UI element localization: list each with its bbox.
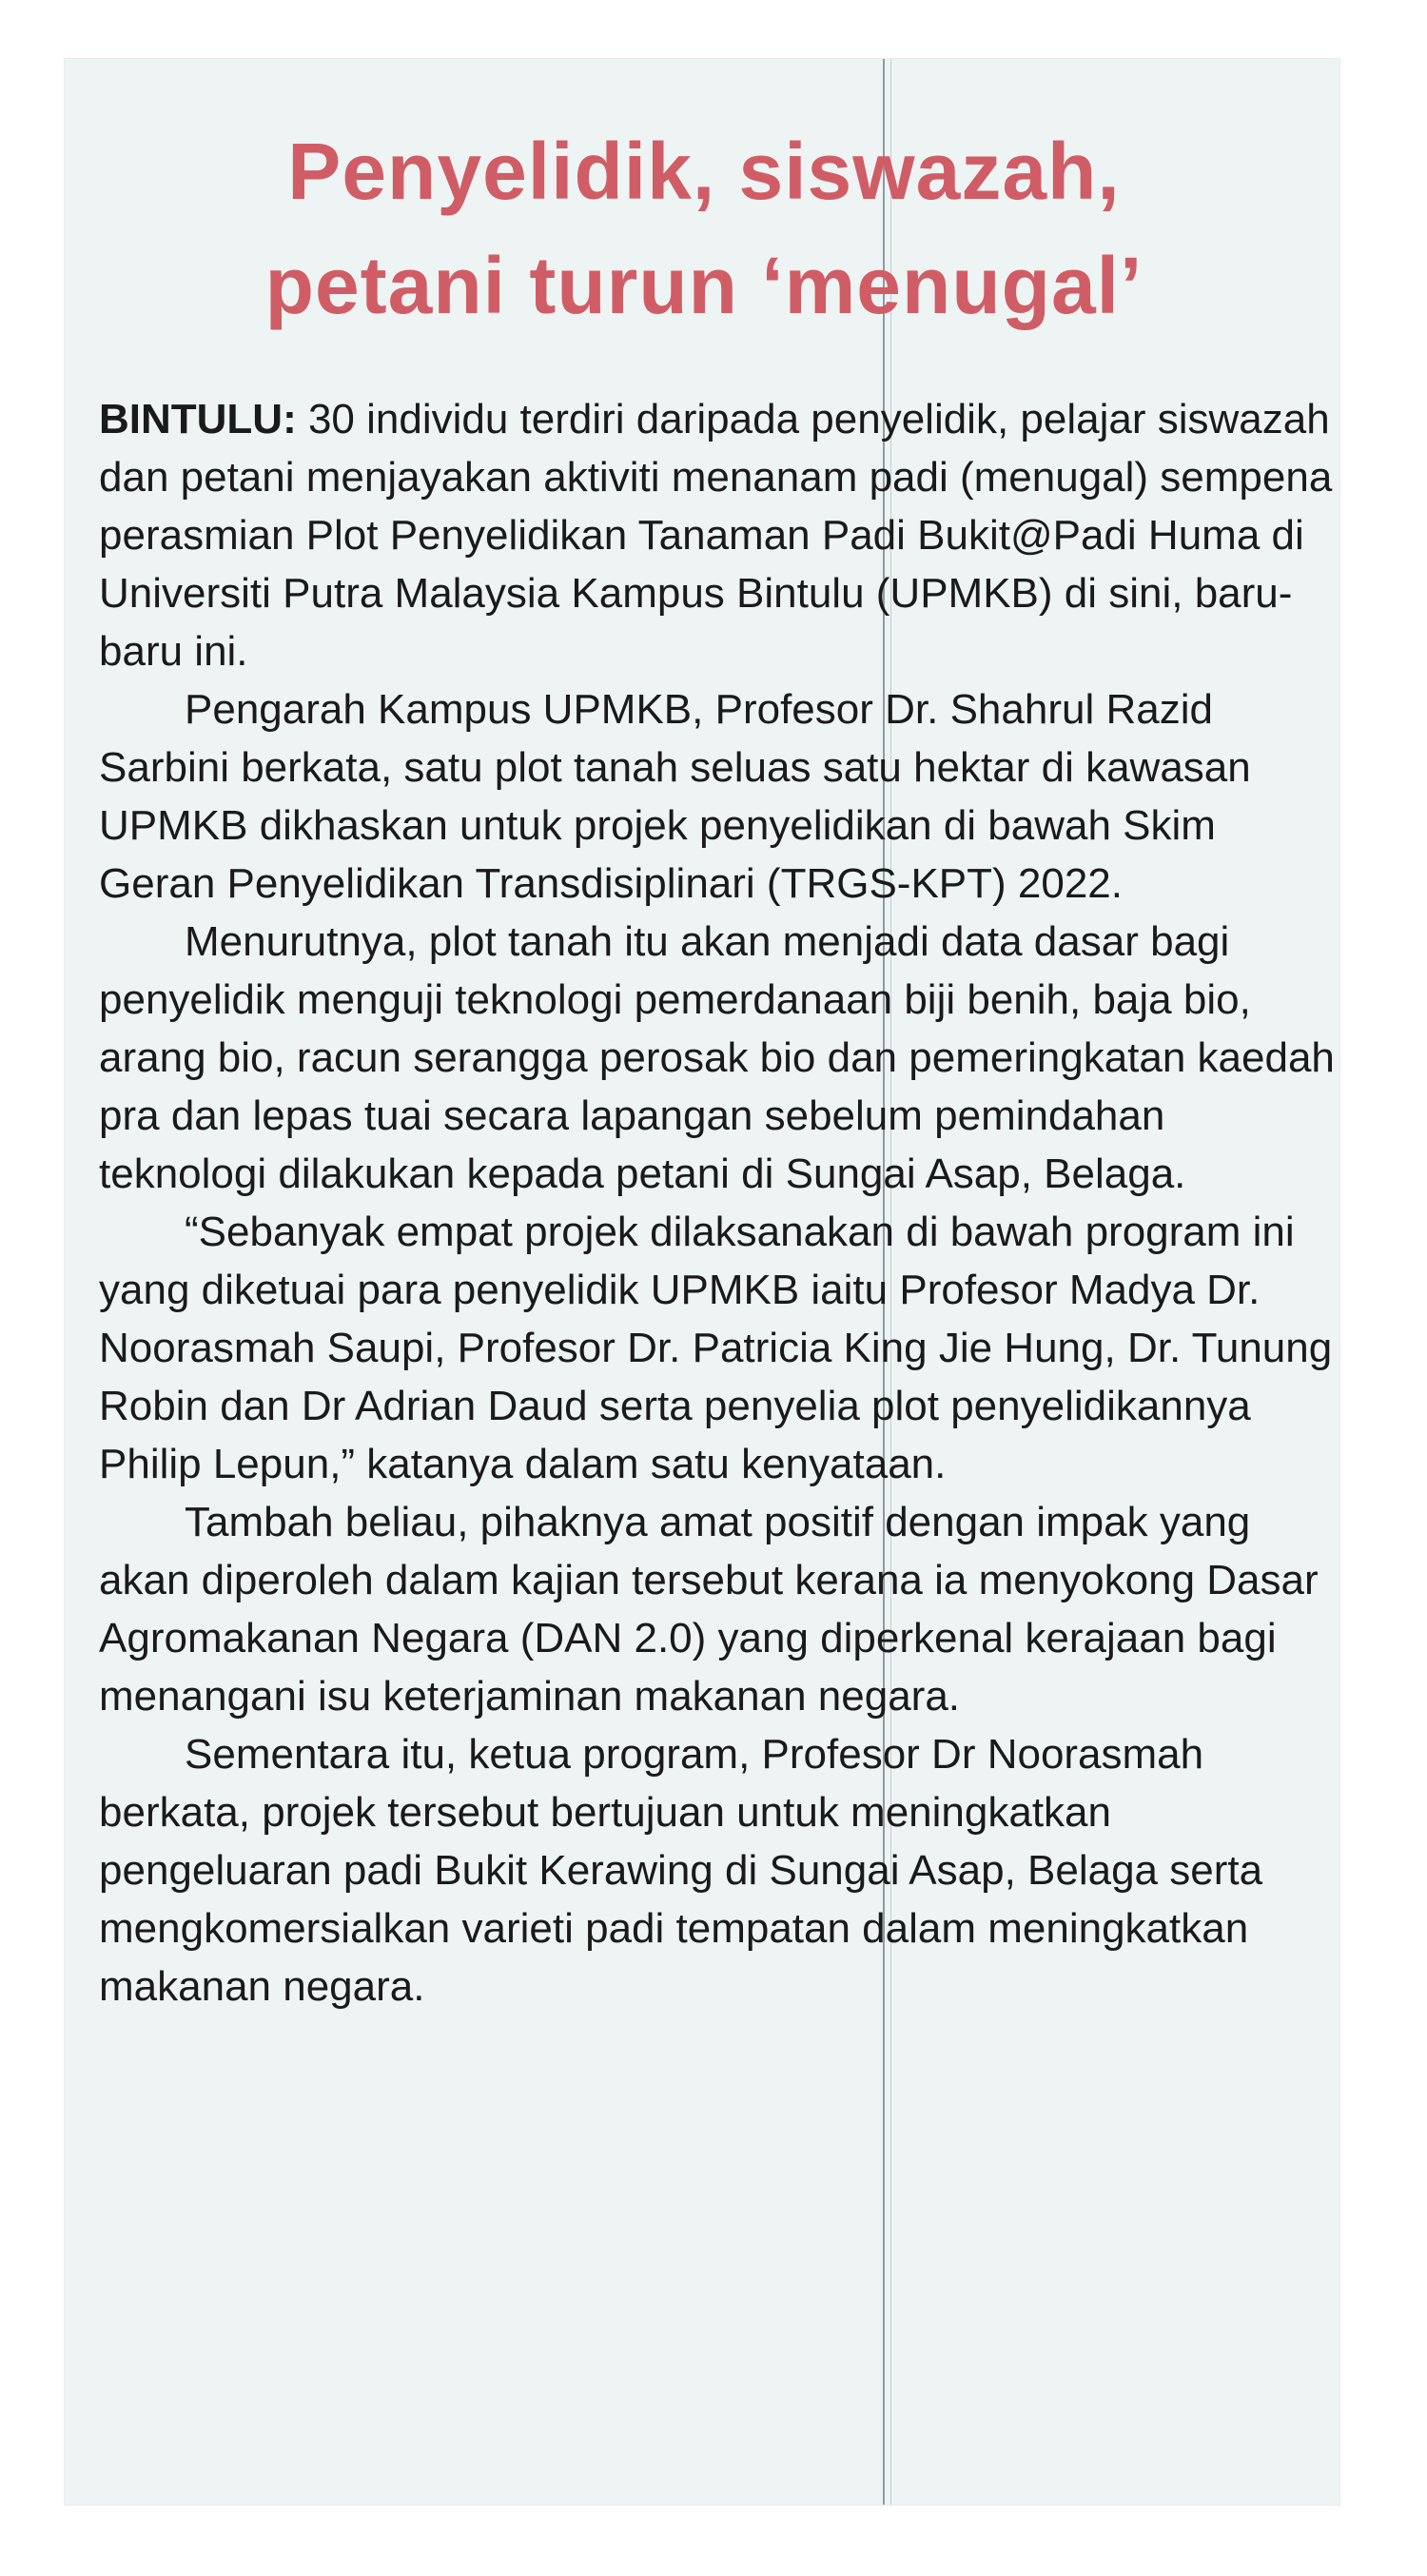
- headline-line-1: Penyelidik, siswazah,: [287, 127, 1121, 216]
- headline: [86, 114, 1322, 343]
- article-paragraph-3: Menurutnya, plot tanah itu akan menjadi data dasar bagi penyelidik menguji teknologi pemerdanaan biji benih, baja bio, arang bio, racun serangga perosak bio dan pemeringkatan kaedah pra dan lepas tuai secara lapangan sebelum pemindahan teknologi dilakukan kepada petani di Sungai Asap, Belaga.: [99, 918, 1335, 1197]
- article-paragraph-6: Sementara itu, ketua program, Profesor Dr Noorasmah berkata, projek tersebut bertujuan untuk meningkatkan pengeluaran padi Bukit Kerawing di Sungai Asap, Belaga serta mengkomersialkan varieti padi tempatan dalam meningkatkan makanan negara.: [99, 1731, 1263, 2010]
- article-paragraph-2: Pengarah Kampus UPMKB, Profesor Dr. Shahrul Razid Sarbini berkata, satu plot tanah seluas satu hektar di kawasan UPMKB dikhaskan untuk projek penyelidikan di bawah Skim Geran Penyelidikan Transdisiplinari (TRGS-KPT) 2022.: [99, 686, 1251, 907]
- article-paragraph-5: Tambah beliau, pihaknya amat positif dengan impak yang akan diperoleh dalam kajian tersebut kerana ia menyokong Dasar Agromakanan Negara (DAN 2.0) yang diperkenal kerajaan bagi menangani isu keterjaminan makanan negara.: [99, 1499, 1319, 1720]
- article-paragraph-1: [99, 390, 1336, 680]
- article-paragraph-4: “Sebanyak empat projek dilaksanakan di bawah program ini yang diketuai para penyelidik UPMKB iaitu Profesor Madya Dr. Noorasmah Saupi, Profesor Dr. Patricia King Jie Hung, Dr. Tunung Robin dan Dr Adrian Daud serta penyelia plot penyelidikannya Philip Lepun,” katanya dalam satu kenyataan.: [99, 1209, 1333, 1487]
- article-body: [99, 390, 1336, 2016]
- dateline: BINTULU:: [99, 396, 297, 442]
- article-paragraph-1-text: 30 individu terdiri daripada penyelidik, pelajar siswazah dan petani menjayakan aktiviti menanam padi (menugal) sempena perasmian Plot Penyelidikan Tanaman Padi Bukit@Padi Huma di Universiti Putra Malaysia Kampus Bintulu (UPMKB) di sini, baru-baru ini.: [99, 396, 1333, 675]
- headline-line-2: petani turun ‘menugal’: [264, 241, 1144, 330]
